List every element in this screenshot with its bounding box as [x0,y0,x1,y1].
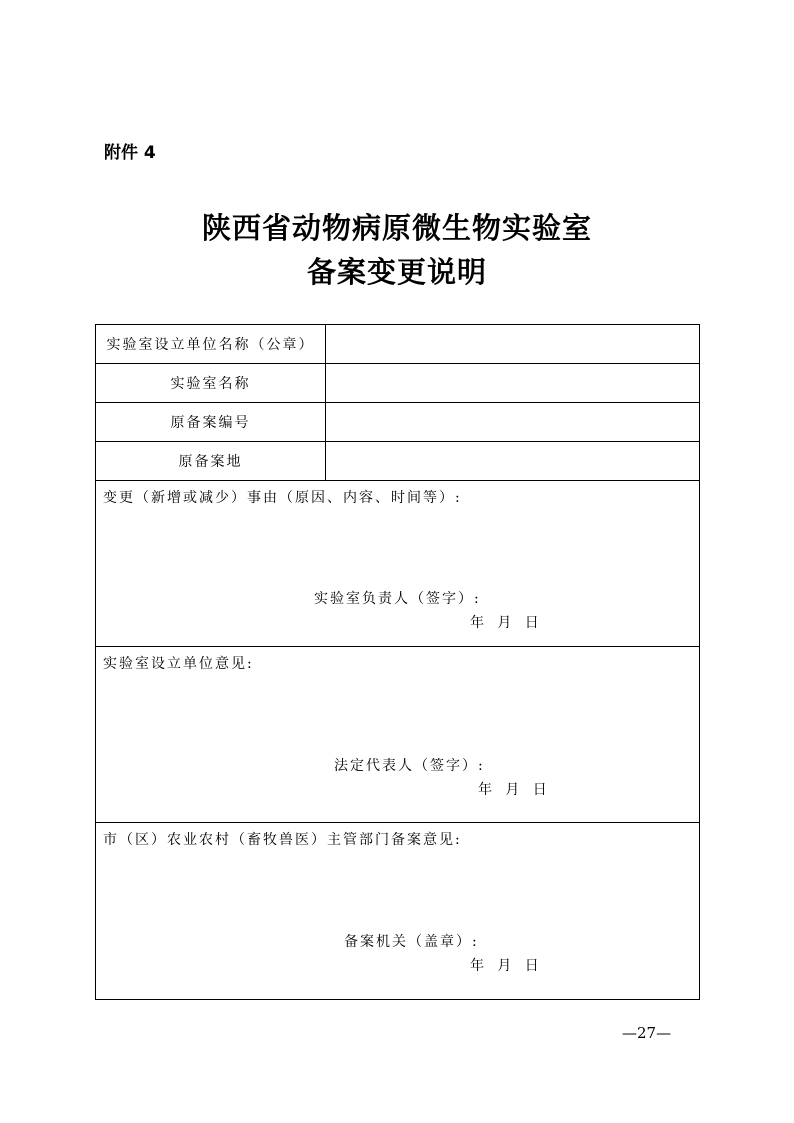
section-unit-opinion-title: 实验室设立单位意见: [103,656,254,672]
legal-rep-signature-label: 法定代表人（签字）: [334,758,485,774]
row-unit-name [96,325,699,364]
field-original-filing-place[interactable] [326,442,699,480]
attachment-label: 附件 4 [104,143,156,163]
section-authority-opinion-title: 市（区）农业农村（畜牧兽医）主管部门备案意见: [103,832,462,848]
document-title-line1: 陕西省动物病原微生物实验室 [201,211,592,245]
row-original-filing-number [96,403,699,442]
section-change-reason-title: 变更（新增或减少）事由（原因、内容、时间等）: [103,490,462,506]
label-unit-name: 实验室设立单位名称（公章） [96,325,326,363]
filing-authority-seal-date: 年 月 日 [470,958,539,974]
row-lab-name [96,364,699,403]
label-original-filing-place: 原备案地 [96,442,326,480]
section-unit-opinion[interactable] [96,647,699,823]
row-original-filing-place [96,442,699,481]
legal-rep-signature-date: 年 月 日 [478,782,547,798]
field-lab-name[interactable] [326,364,699,402]
lab-head-signature-label: 实验室负责人（签字）: [314,591,481,607]
lab-head-signature-date: 年 月 日 [470,615,539,631]
label-lab-name: 实验室名称 [96,364,326,402]
section-change-reason[interactable] [96,481,699,647]
field-unit-name[interactable] [326,325,699,363]
document-title-line2: 备案变更说明 [306,255,487,289]
page-number: —27— [622,1024,672,1042]
field-original-filing-number[interactable] [326,403,699,441]
section-authority-opinion[interactable] [96,823,699,999]
label-original-filing-number: 原备案编号 [96,403,326,441]
filing-change-form [95,324,700,1000]
filing-authority-seal-label: 备案机关（盖章）: [344,934,479,950]
